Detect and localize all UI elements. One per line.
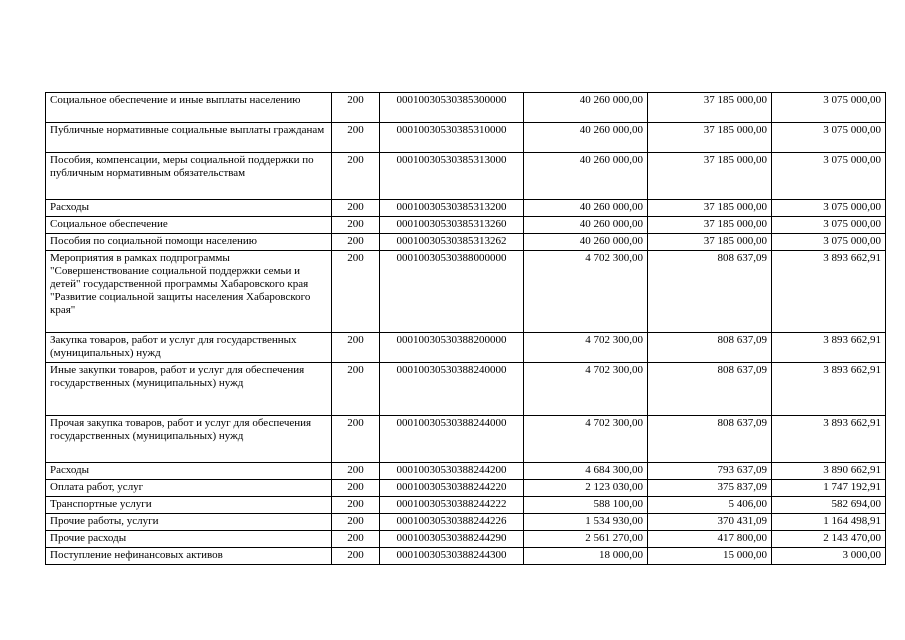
cell-code: 200 [332, 416, 380, 463]
cell-approved: 40 260 000,00 [524, 217, 648, 234]
cell-name: Публичные нормативные социальные выплаты гражданам [46, 123, 332, 153]
table-row [46, 251, 886, 333]
cell-name: Пособия по социальной помощи населению [46, 234, 332, 251]
cell-code: 200 [332, 480, 380, 497]
cell-executed: 37 185 000,00 [648, 217, 772, 234]
cell-executed: 370 431,09 [648, 514, 772, 531]
cell-kbk: 00010030530388244222 [380, 497, 524, 514]
cell-kbk: 00010030530388244220 [380, 480, 524, 497]
cell-remainder: 3 893 662,91 [772, 363, 886, 416]
cell-remainder: 1 747 192,91 [772, 480, 886, 497]
cell-executed: 37 185 000,00 [648, 123, 772, 153]
cell-executed: 793 637,09 [648, 463, 772, 480]
table-row [46, 363, 886, 416]
cell-executed: 37 185 000,00 [648, 234, 772, 251]
cell-kbk: 00010030530388244200 [380, 463, 524, 480]
cell-kbk: 00010030530388240000 [380, 363, 524, 416]
cell-kbk: 00010030530388244000 [380, 416, 524, 463]
cell-remainder: 3 075 000,00 [772, 200, 886, 217]
cell-executed: 37 185 000,00 [648, 93, 772, 123]
cell-remainder: 3 893 662,91 [772, 333, 886, 363]
cell-approved: 4 702 300,00 [524, 416, 648, 463]
cell-executed: 808 637,09 [648, 333, 772, 363]
table-row [46, 514, 886, 531]
cell-code: 200 [332, 463, 380, 480]
cell-remainder: 3 075 000,00 [772, 93, 886, 123]
cell-code: 200 [332, 514, 380, 531]
cell-remainder: 3 890 662,91 [772, 463, 886, 480]
cell-name: Расходы [46, 200, 332, 217]
cell-code: 200 [332, 153, 380, 200]
cell-code: 200 [332, 548, 380, 565]
cell-kbk: 00010030530388000000 [380, 251, 524, 333]
cell-executed: 808 637,09 [648, 363, 772, 416]
cell-name: Иные закупки товаров, работ и услуг для обеспечения государственных (муниципальных) нужд [46, 363, 332, 416]
cell-executed: 375 837,09 [648, 480, 772, 497]
table-row [46, 463, 886, 480]
cell-approved: 2 123 030,00 [524, 480, 648, 497]
cell-kbk: 00010030530385313262 [380, 234, 524, 251]
cell-name: Оплата работ, услуг [46, 480, 332, 497]
cell-executed: 37 185 000,00 [648, 153, 772, 200]
cell-remainder: 2 143 470,00 [772, 531, 886, 548]
cell-code: 200 [332, 217, 380, 234]
table-row [46, 93, 886, 123]
table-row [46, 153, 886, 200]
cell-code: 200 [332, 497, 380, 514]
cell-remainder: 3 075 000,00 [772, 217, 886, 234]
table-row [46, 480, 886, 497]
cell-code: 200 [332, 234, 380, 251]
cell-name: Пособия, компенсации, меры социальной поддержки по публичным нормативным обязательствам [46, 153, 332, 200]
cell-kbk: 00010030530388244300 [380, 548, 524, 565]
table-row [46, 497, 886, 514]
cell-code: 200 [332, 333, 380, 363]
cell-kbk: 00010030530388244290 [380, 531, 524, 548]
cell-name: Транспортные услуги [46, 497, 332, 514]
cell-executed: 417 800,00 [648, 531, 772, 548]
cell-approved: 40 260 000,00 [524, 93, 648, 123]
cell-approved: 4 684 300,00 [524, 463, 648, 480]
cell-executed: 808 637,09 [648, 416, 772, 463]
cell-approved: 588 100,00 [524, 497, 648, 514]
cell-approved: 1 534 930,00 [524, 514, 648, 531]
cell-remainder: 3 893 662,91 [772, 251, 886, 333]
cell-code: 200 [332, 200, 380, 217]
cell-name: Закупка товаров, работ и услуг для государственных (муниципальных) нужд [46, 333, 332, 363]
cell-executed: 808 637,09 [648, 251, 772, 333]
table-row [46, 333, 886, 363]
cell-code: 200 [332, 123, 380, 153]
cell-approved: 4 702 300,00 [524, 333, 648, 363]
cell-code: 200 [332, 531, 380, 548]
cell-approved: 4 702 300,00 [524, 251, 648, 333]
table-row [46, 217, 886, 234]
budget-report-table [45, 92, 886, 565]
cell-remainder: 3 075 000,00 [772, 153, 886, 200]
cell-name: Поступление нефинансовых активов [46, 548, 332, 565]
table-row [46, 531, 886, 548]
cell-executed: 15 000,00 [648, 548, 772, 565]
cell-kbk: 00010030530388244226 [380, 514, 524, 531]
cell-code: 200 [332, 251, 380, 333]
cell-remainder: 3 075 000,00 [772, 234, 886, 251]
cell-name: Социальное обеспечение и иные выплаты населению [46, 93, 332, 123]
cell-name: Социальное обеспечение [46, 217, 332, 234]
cell-approved: 40 260 000,00 [524, 234, 648, 251]
cell-name: Прочие работы, услуги [46, 514, 332, 531]
table-row [46, 416, 886, 463]
cell-approved: 4 702 300,00 [524, 363, 648, 416]
cell-approved: 40 260 000,00 [524, 200, 648, 217]
cell-executed: 5 406,00 [648, 497, 772, 514]
cell-approved: 40 260 000,00 [524, 153, 648, 200]
cell-remainder: 3 000,00 [772, 548, 886, 565]
cell-kbk: 00010030530385300000 [380, 93, 524, 123]
cell-remainder: 582 694,00 [772, 497, 886, 514]
cell-approved: 2 561 270,00 [524, 531, 648, 548]
cell-kbk: 00010030530385310000 [380, 123, 524, 153]
cell-kbk: 00010030530385313000 [380, 153, 524, 200]
cell-name: Расходы [46, 463, 332, 480]
cell-approved: 18 000,00 [524, 548, 648, 565]
cell-name: Прочие расходы [46, 531, 332, 548]
cell-executed: 37 185 000,00 [648, 200, 772, 217]
cell-name: Прочая закупка товаров, работ и услуг для обеспечения государственных (муниципальных) нужд [46, 416, 332, 463]
cell-remainder: 3 075 000,00 [772, 123, 886, 153]
cell-remainder: 3 893 662,91 [772, 416, 886, 463]
table-body [46, 93, 886, 565]
table-row [46, 123, 886, 153]
cell-code: 200 [332, 363, 380, 416]
cell-name: Мероприятия в рамках подпрограммы "Совершенствование социальной поддержки семьи и детей" государственной программы Хабаровского края "Развитие социальной защиты населения Хабаровского края" [46, 251, 332, 333]
table-row [46, 200, 886, 217]
cell-kbk: 00010030530388200000 [380, 333, 524, 363]
cell-kbk: 00010030530385313260 [380, 217, 524, 234]
cell-remainder: 1 164 498,91 [772, 514, 886, 531]
table-row [46, 548, 886, 565]
cell-code: 200 [332, 93, 380, 123]
table-row [46, 234, 886, 251]
cell-approved: 40 260 000,00 [524, 123, 648, 153]
cell-kbk: 00010030530385313200 [380, 200, 524, 217]
